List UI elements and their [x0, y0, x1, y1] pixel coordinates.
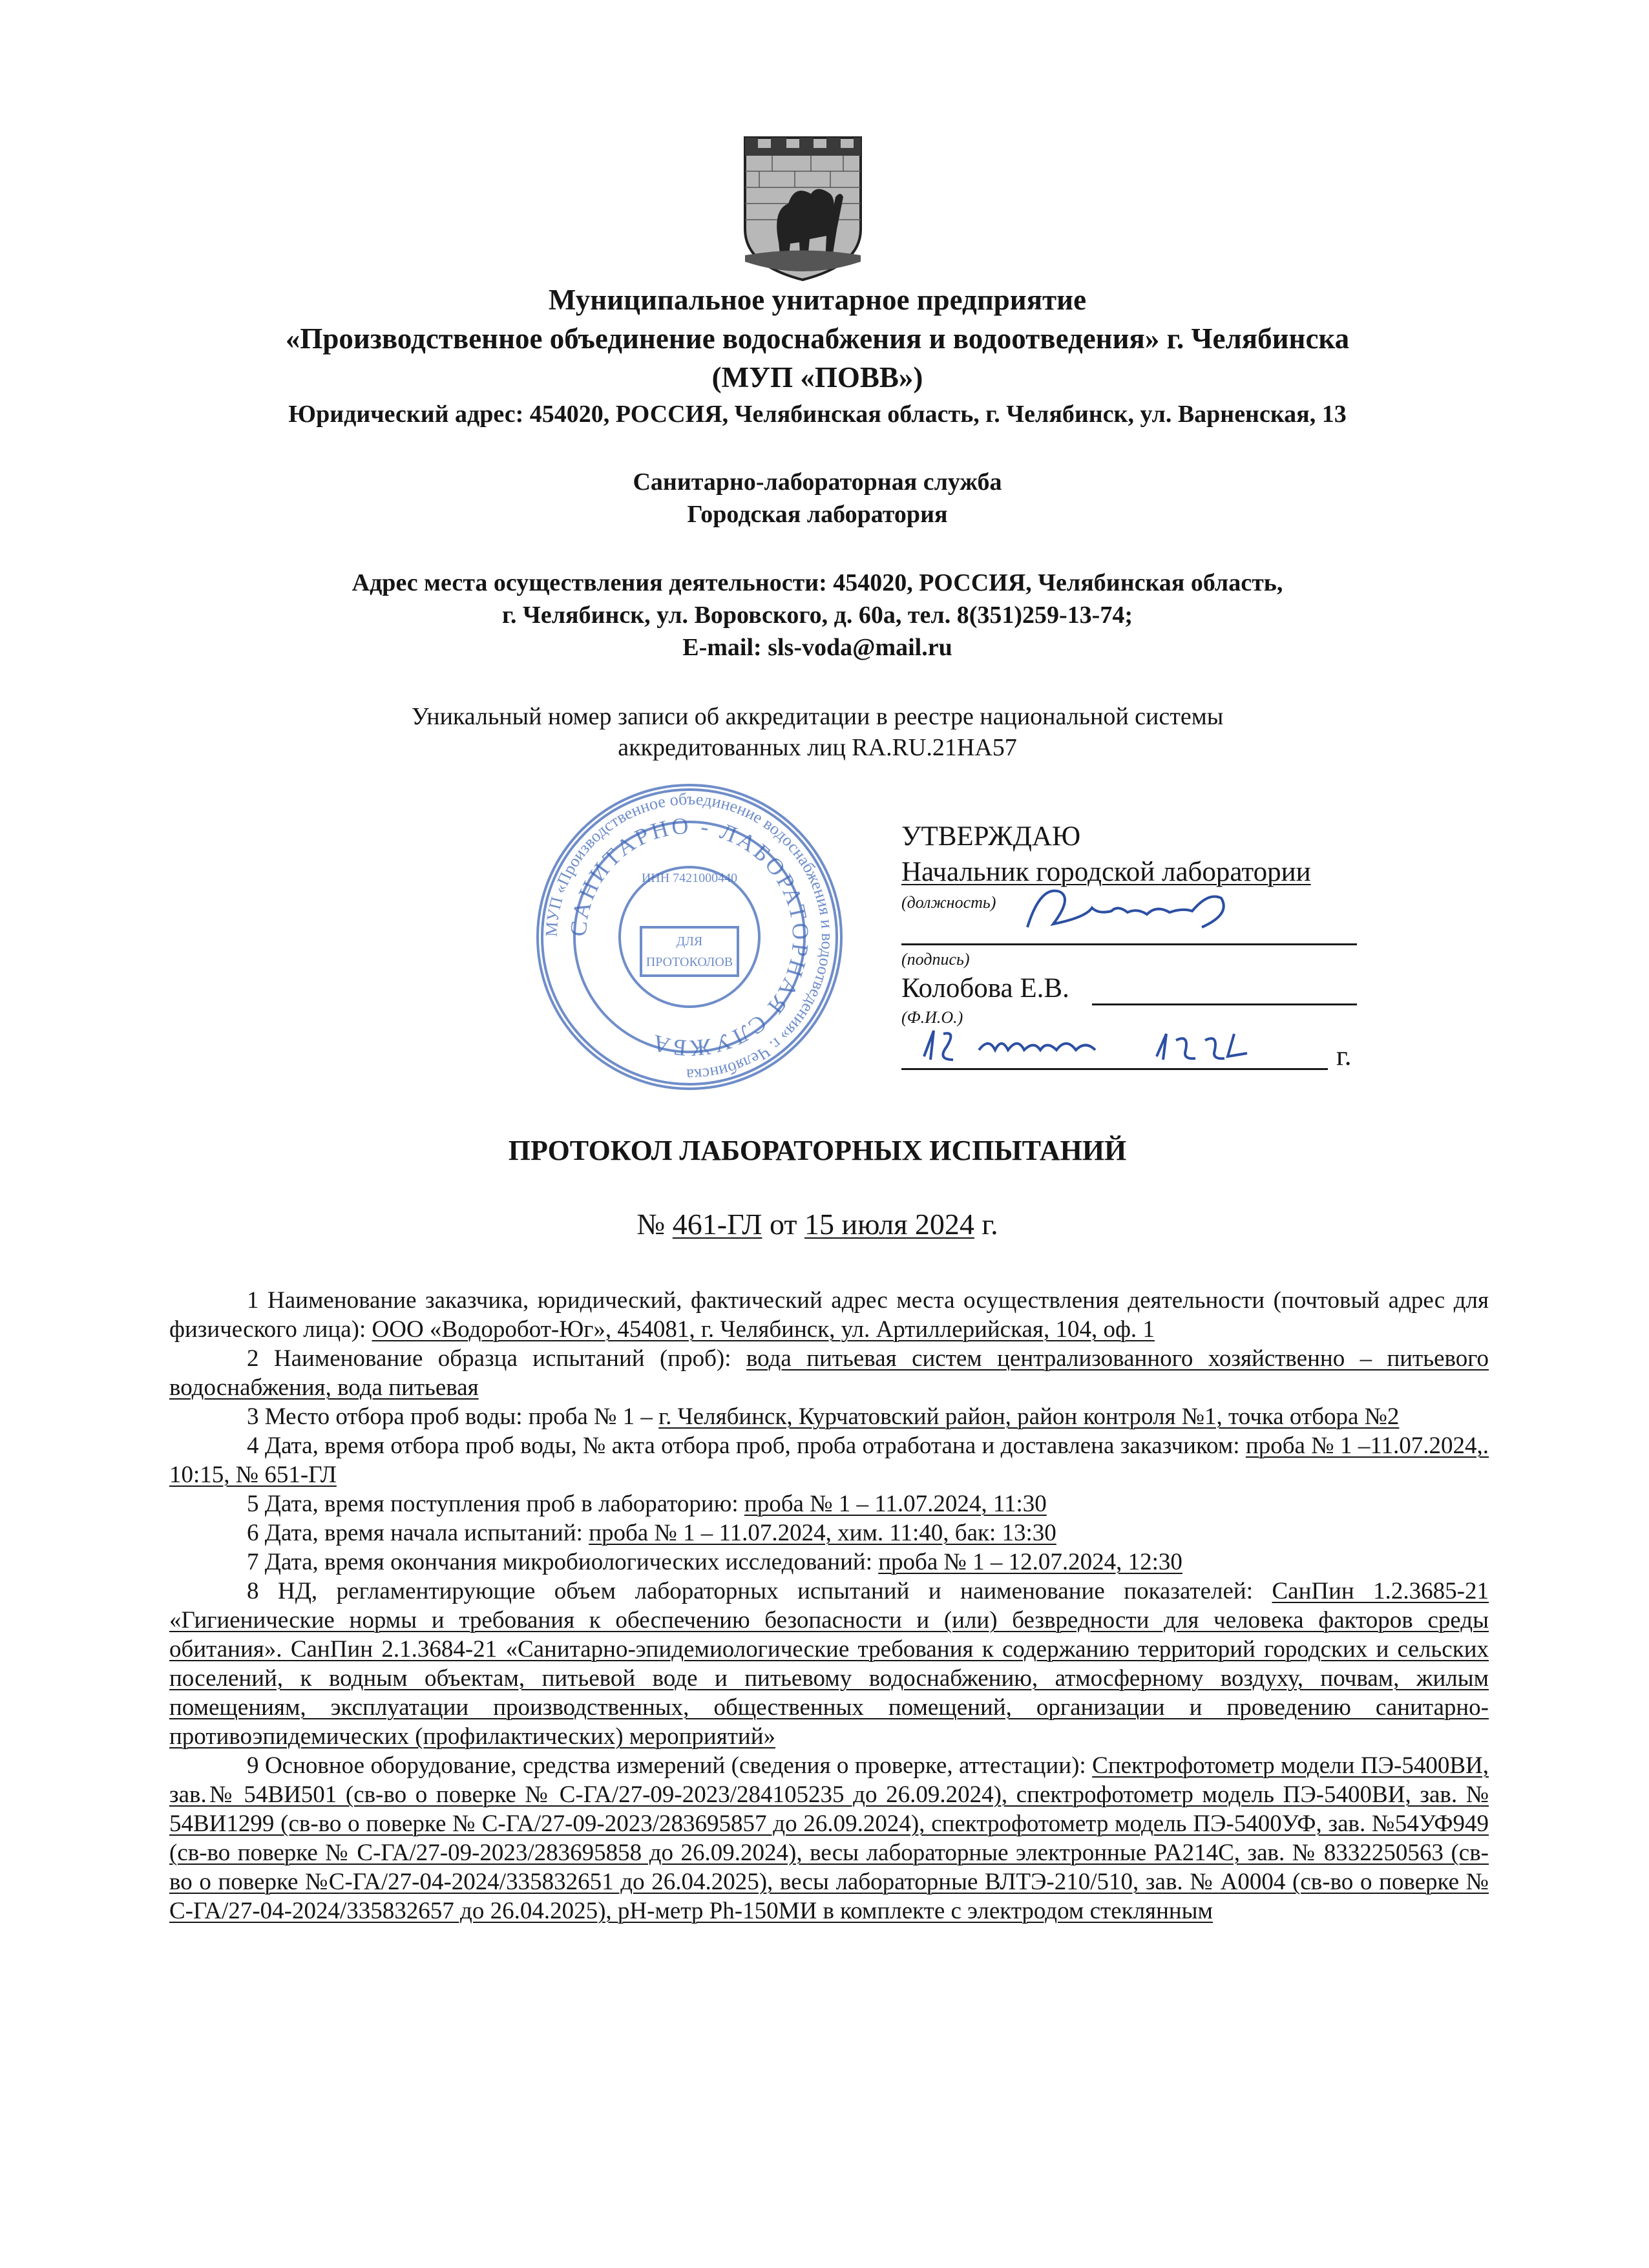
accreditation-line2: аккредитованных лиц RA.RU.21НА57	[618, 734, 1017, 761]
date-suffix: г.	[1336, 1041, 1352, 1071]
position-hint: (должность)	[901, 893, 996, 912]
date-line	[901, 1068, 1328, 1070]
handwritten-date	[918, 1021, 1286, 1073]
svg-text:МУП «Производственное объедине: МУП «Производственное объединение водоснабжения и водоотведения» г. Челябинска	[541, 789, 837, 1085]
protocol-title: ПРОТОКОЛ ЛАБОРАТОРНЫХ ИСПЫТАНИЙ	[508, 1135, 1127, 1166]
number-value: 461-ГЛ	[672, 1208, 762, 1241]
item-2: 2 Наименование образца испытаний (проб): вода питьевая систем централизованного хозяйственно – питьевого водоснабжения, вода питьевая	[169, 1345, 1489, 1401]
activity-address-line1: Адрес места осуществления деятельности: 454020, РОССИЯ, Челябинская область,	[352, 569, 1283, 596]
lab-stamp	[531, 779, 848, 1095]
org-short-name: (МУП «ПОВВ»)	[711, 361, 923, 394]
signature-hint: (подпись)	[901, 950, 970, 969]
lab-name: Городская лаборатория	[687, 501, 948, 528]
accreditation-line1: Уникальный номер записи об аккредитации в реестре национальной системы	[411, 703, 1224, 730]
item-8: 8 НД, регламентирующие объем лабораторных испытаний и наименование показателей: СанПин 1.2.3685-21 «Гигиенические нормы и требования к обеспечению безопасности и (или) безвредности для человека факторов среды обитания». СанПин 2.1.3684-21 «Санитарно-эпидемиологические требования к содержанию территорий городских и сельских поселений, к водным объектам, питьевой воде и питьевому водоснабжению, атмосферному воздуху, почвам, жилым помещениям, эксплуатации производственных, общественных помещений, организации и проведению санитарно-противоэпидемических (профилактических) мероприятий»	[169, 1578, 1489, 1750]
org-name-line1: Муниципальное унитарное предприятие	[548, 284, 1087, 316]
item-5: 5 Дата, время поступления проб в лабораторию: проба № 1 – 11.07.2024, 11:30	[247, 1491, 1047, 1517]
coat-of-arms-emblem	[740, 132, 866, 284]
svg-text:ПРОТОКОЛОВ: ПРОТОКОЛОВ	[646, 955, 733, 969]
svg-text:ИНН 7421000440: ИНН 7421000440	[641, 871, 738, 885]
email: E-mail: sls-voda@mail.ru	[682, 634, 952, 661]
approver-position: Начальник городской лаборатории	[901, 857, 1311, 887]
svg-text:ДЛЯ: ДЛЯ	[676, 934, 703, 949]
legal-address: Юридический адрес: 454020, РОССИЯ, Челябинская область, г. Челябинск, ул. Варненская, 13	[288, 401, 1347, 428]
item-3: 3 Место отбора проб воды: проба № 1 – г. Челябинск, Курчатовский район, район контроля №1, точка отбора №2	[247, 1403, 1400, 1430]
name-underline	[1092, 1003, 1357, 1005]
signature-line	[901, 943, 1357, 945]
item-1: 1 Наименование заказчика, юридический, фактический адрес места осуществления деятельности (почтовый адрес для физического лица): ООО «Водоробот-Юг», 454081, г. Челябинск, ул. Артиллерийская, 104, оф. 1	[169, 1287, 1489, 1343]
org-name-line2: «Производственное объединение водоснабжения и водоотведения» г. Челябинска	[285, 322, 1350, 355]
item-9: 9 Основное оборудование, средства измерений (сведения о проверке, аттестации): Спектрофотометр модели ПЭ-5400ВИ, зав.№ 54ВИ501 (св-во о поверке № С-ГА/27-09-2023/284105235 до 26.09.2024), спектрофотометр модель ПЭ-5400ВИ, зав. № 54ВИ1299 (св-во о поверке № С-ГА/27-09-2023/283695857 до 26.09.2024), спектрофотометр модель ПЭ-5400УФ, зав. №54УФ949 (св-во поверке № С-ГА/27-09-2023/283695858 до 26.09.2024), весы лабораторные электронные PA214C, зав. № 8332250563 (св-во о поверке №С-ГА/27-04-2024/335832651 до 26.04.2025), весы лабораторные ВЛТЭ-210/510, зав. № А0004 (св-во о поверке № С-ГА/27-04-2024/335832657 до 26.04.2025), pH-метр Ph-150МИ в комплекте с электродом стеклянным	[169, 1752, 1489, 1924]
name-hint: (Ф.И.О.)	[901, 1008, 963, 1027]
activity-address-line2: г. Челябинск, ул. Воровского, д. 60а, тел. 8(351)259-13-74;	[502, 602, 1133, 629]
number-date: 15 июля 2024	[804, 1208, 974, 1241]
approve-label: УТВЕРЖДАЮ	[901, 821, 1081, 852]
service-name: Санитарно-лабораторная служба	[633, 468, 1002, 496]
item-7: 7 Дата, время окончания микробиологических исследований: проба № 1 – 12.07.2024, 12:30	[247, 1549, 1182, 1575]
item-4: 4 Дата, время отбора проб воды, № акта отбора проб, проба отработана и доставлена заказчиком: проба № 1 –11.07.2024,. 10:15, № 651-ГЛ	[169, 1433, 1489, 1488]
svg-text:САНИТАРНО - ЛАБОРАТОРНАЯ СЛУЖБ: САНИТАРНО - ЛАБОРАТОРНАЯ СЛУЖБА	[565, 812, 814, 1062]
handwritten-signature	[1014, 879, 1247, 943]
protocol-number: № 461-ГЛ от 15 июля 2024 г.	[636, 1208, 998, 1241]
approver-name: Колобова Е.В.	[901, 973, 1069, 1003]
protocol-body	[169, 1286, 1489, 1926]
item-6: 6 Дата, время начала испытаний: проба № 1 – 11.07.2024, хим. 11:40, бак: 13:30	[247, 1520, 1056, 1546]
